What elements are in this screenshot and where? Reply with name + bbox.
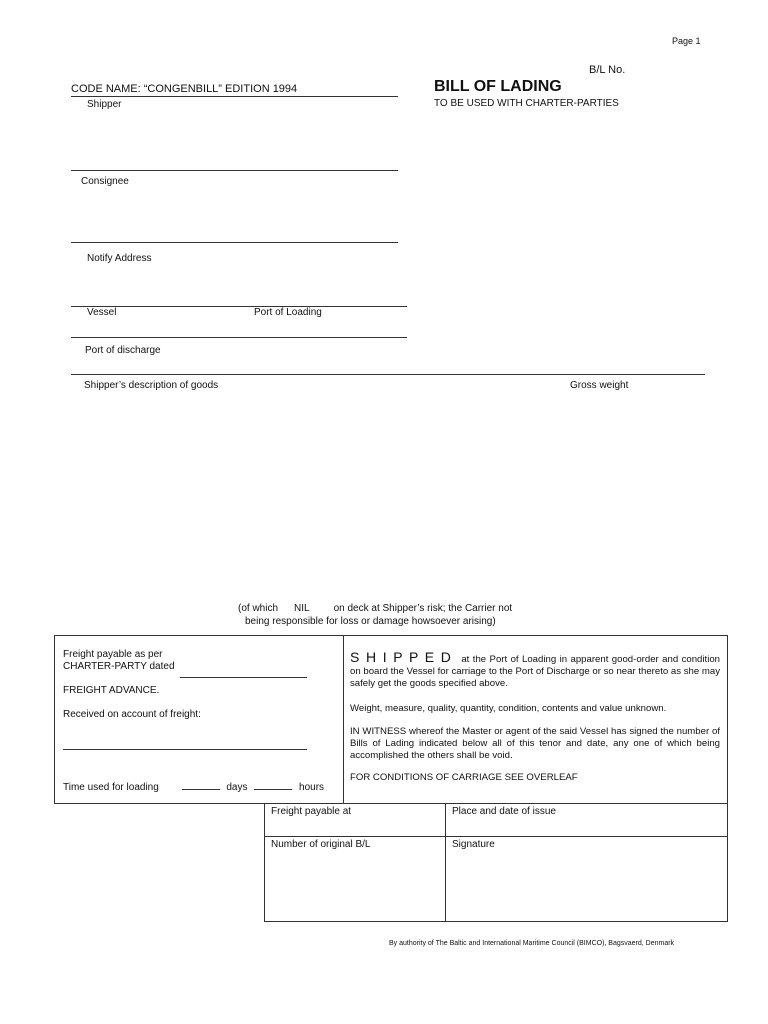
place-date-issue-label: Place and date of issue xyxy=(452,806,556,817)
shipped-clause xyxy=(350,651,720,691)
received-amount-line xyxy=(63,749,307,750)
shipper-label: Shipper xyxy=(87,99,122,110)
charter-party-dated-label: CHARTER-PARTY dated xyxy=(63,661,175,672)
notify-rule xyxy=(71,306,407,307)
number-original-bl-label: Number of original B/L xyxy=(271,839,371,850)
document-subtitle: TO BE USED WITH CHARTER-PARTIES xyxy=(434,98,619,109)
hours-blank xyxy=(254,780,292,790)
weight-clause: Weight, measure, quality, quantity, condition, contents and value unknown. xyxy=(350,703,667,714)
bimco-authority: By authority of The Baltic and International Maritime Council (BIMCO), Bagsvaerd, Denmark xyxy=(389,940,675,947)
code-name: CODE NAME: “CONGENBILL” EDITION 1994 xyxy=(71,83,298,95)
conditions-notice: FOR CONDITIONS OF CARRIAGE SEE OVERLEAF xyxy=(350,772,578,783)
issue-grid xyxy=(264,803,728,922)
on-deck-note xyxy=(238,603,558,614)
code-name-rule xyxy=(71,96,398,97)
consignee-rule xyxy=(71,242,398,243)
page-number: Page 1 xyxy=(672,36,701,46)
time-used-row xyxy=(63,780,324,793)
discharge-rule xyxy=(71,374,705,375)
freight-payable-at-label: Freight payable at xyxy=(271,806,352,817)
document-title: BILL OF LADING xyxy=(434,78,562,95)
port-of-discharge-label: Port of discharge xyxy=(85,345,161,356)
port-of-loading-label: Port of Loading xyxy=(254,307,322,318)
issue-grid-divider xyxy=(445,803,446,922)
signature-label: Signature xyxy=(452,839,495,850)
on-deck-nil: NIL xyxy=(294,603,310,614)
on-deck-prefix: (of which xyxy=(238,603,279,614)
notify-address-label: Notify Address xyxy=(87,253,152,264)
days-label: days xyxy=(226,782,248,793)
freight-advance-label: FREIGHT ADVANCE. xyxy=(63,685,160,696)
freight-payable-as-per-label: Freight payable as per xyxy=(63,649,163,660)
vessel-label: Vessel xyxy=(87,307,117,318)
hours-label: hours xyxy=(299,782,325,793)
on-deck-suffix: on deck at Shipper’s risk; the Carrier not xyxy=(333,603,513,614)
bl-number-label: B/L No. xyxy=(589,64,626,76)
received-on-account-label: Received on account of freight: xyxy=(63,709,201,720)
on-deck-note-line2: being responsible for loss or damage howsoever arising) xyxy=(245,616,496,627)
days-blank xyxy=(182,780,220,790)
freight-terms-divider xyxy=(343,635,344,804)
shipper-rule xyxy=(71,170,398,171)
gross-weight-label: Gross weight xyxy=(570,380,629,391)
shipped-heading: S H I P P E D xyxy=(350,649,452,665)
witness-clause: IN WITNESS whereof the Master or agent of the said Vessel has signed the number of Bills of Lading indicated below all of this tenor and date, any one of which being accomplished the others shall be void. xyxy=(350,726,720,762)
issue-grid-rule xyxy=(264,836,728,837)
consignee-label: Consignee xyxy=(81,176,129,187)
time-used-label: Time used for loading xyxy=(63,782,159,793)
vessel-rule xyxy=(71,337,407,338)
goods-description-label: Shipper’s description of goods xyxy=(84,380,219,391)
shipped-text: at the Port of Loading in apparent good-order and condition on board the Vessel for carriage to the Port of Discharge or so near thereto as she may safely get the goods specified above. xyxy=(350,654,720,690)
charter-party-date-line xyxy=(180,677,307,678)
